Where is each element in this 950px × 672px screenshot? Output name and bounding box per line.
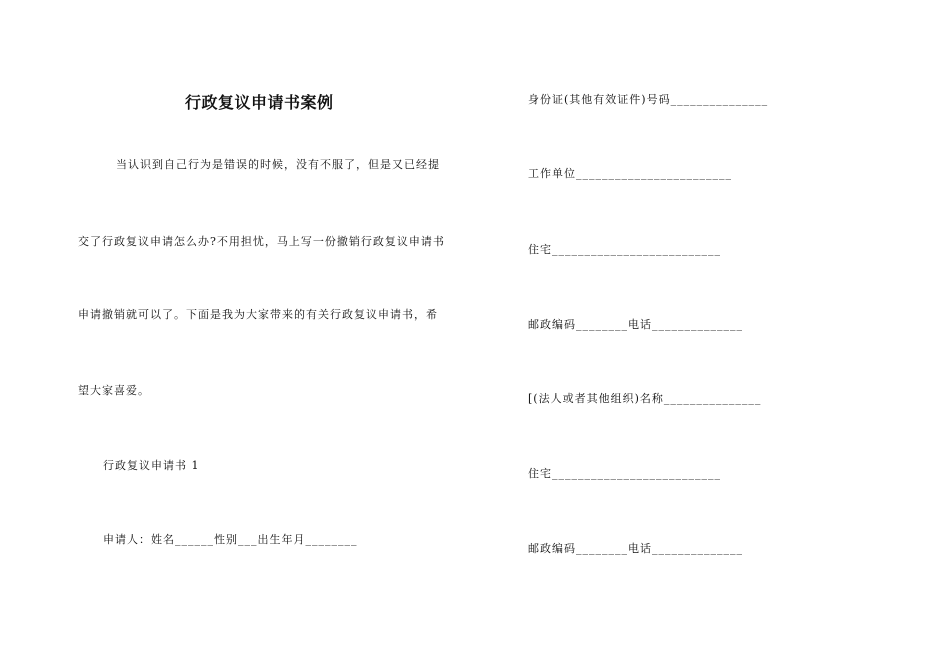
id-number-line: 身份证(其他有效证件)号码_______________ (528, 93, 769, 106)
organization-name-line: [(法人或者其他组织)名称_______________ (528, 392, 762, 405)
intro-line-3: 申请撤销就可以了。下面是我为大家带来的有关行政复议申请书，希 (78, 308, 438, 321)
work-unit-line: 工作单位________________________ (528, 167, 732, 180)
intro-line-2: 交了行政复议申请怎么办?不用担忧，马上写一份撤销行政复议申请书 (78, 235, 445, 248)
document-title: 行政复议申请书案例 (185, 93, 334, 112)
postal-phone-line: 邮政编码________电话______________ (528, 318, 743, 331)
residence-line: 住宅__________________________ (528, 467, 721, 480)
intro-line-1: 当认识到自己行为是错误的时候，没有不服了，但是又已经提 (116, 158, 440, 171)
residence-line: 住宅__________________________ (528, 243, 721, 256)
section-heading: 行政复议申请书 1 (103, 459, 200, 472)
intro-line-4: 望大家喜爱。 (78, 384, 150, 397)
applicant-line: 申请人：姓名______性别___出生年月________ (103, 533, 358, 546)
postal-phone-line: 邮政编码________电话______________ (528, 542, 743, 555)
